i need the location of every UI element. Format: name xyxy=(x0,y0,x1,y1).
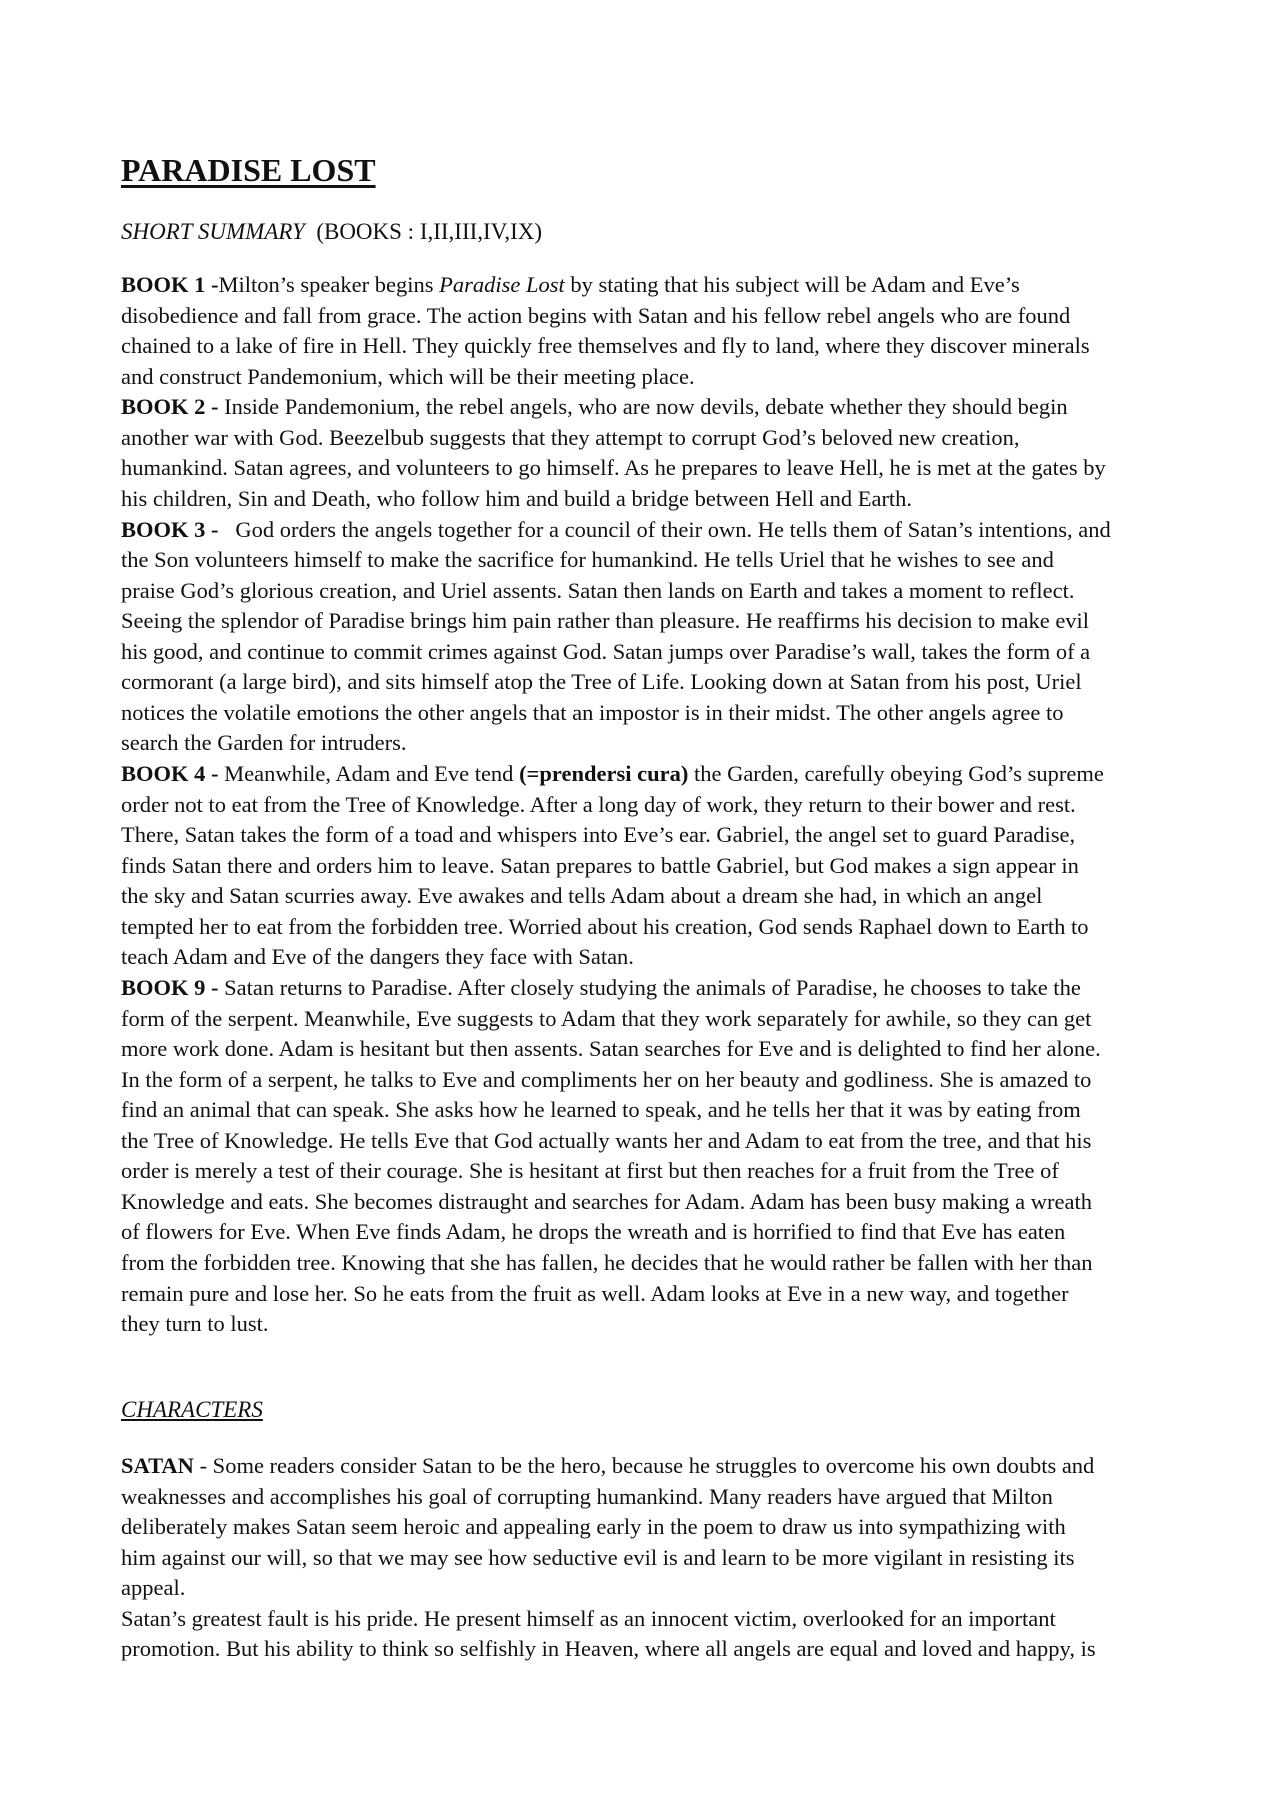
characters-heading: CHARACTERS xyxy=(121,1397,263,1422)
text-line: weaknesses and accomplishes his goal of corrupting humankind. Many readers have argued that Milton xyxy=(121,1483,1053,1509)
text-span: Satan returns to Paradise. After closely studying the animals of Paradise, he chooses to take the xyxy=(224,974,1081,1000)
text-line: his good, and continue to commit crimes against God. Satan jumps over Paradise’s wall, takes the form of a xyxy=(121,638,1091,664)
text-line xyxy=(121,392,1181,423)
text-span: Milton’s speaker begins xyxy=(218,272,440,297)
text-line: form of the serpent. Meanwhile, Eve suggests to Adam that they work separately for awhile, so they can get xyxy=(121,1005,1092,1031)
bold-text: BOOK 4 - xyxy=(121,761,225,786)
text-span: - Some readers consider Satan to be the hero, because he struggles to overcome his own doubts and xyxy=(193,1453,1095,1478)
text-line: teach Adam and Eve of the dangers they face with Satan. xyxy=(121,944,634,970)
text-line: deliberately makes Satan seem heroic and appealing early in the poem to draw us into sympathizing with xyxy=(121,1514,1066,1540)
text-line: him against our will, so that we may see how seductive evil is and learn to be more vigilant in resisting its xyxy=(121,1544,1075,1570)
text-line xyxy=(121,759,1181,790)
text-span: God orders the angels together for a council of their own. He tells them of Satan’s intentions, and xyxy=(224,516,1111,542)
subtitle-italic: SHORT SUMMARY xyxy=(121,219,305,244)
text-line: find an animal that can speak. She asks how he learned to speak, and he tells her that it was by eating from xyxy=(121,1097,1081,1123)
text-line: the Son volunteers himself to make the sacrifice for humankind. He tells Uriel that he wishes to see and xyxy=(121,547,1054,573)
text-line: cormorant (a large bird), and sits himself atop the Tree of Life. Looking down at Satan from his post, Uriel xyxy=(121,669,1082,695)
text-line: promotion. But his ability to think so selfishly in Heaven, where all angels are equal and loved and happy, is xyxy=(121,1636,1096,1662)
text-line: search the Garden for intruders. xyxy=(121,730,407,756)
text-line: Knowledge and eats. She becomes distraught and searches for Adam. Adam has been busy making a wreath xyxy=(121,1188,1092,1214)
text-line: There, Satan takes the form of a toad and whispers into Eve’s ear. Gabriel, the angel set to guard Paradise, xyxy=(121,822,1076,848)
text-span: the Garden, carefully obeying God’s supreme xyxy=(688,761,1104,786)
bold-text: BOOK 2 - xyxy=(121,394,225,420)
bold-text: BOOK 3 - xyxy=(121,516,225,542)
bold-text: BOOK 1 - xyxy=(121,272,219,297)
text-line: and construct Pandemonium, which will be their meeting place. xyxy=(121,363,695,389)
text-line xyxy=(121,973,1181,1004)
text-line: the Tree of Knowledge. He tells Eve that God actually wants her and Adam to eat from the tree, and that his xyxy=(121,1127,1092,1153)
text-line: his children, Sin and Death, who follow him and build a bridge between Hell and Earth. xyxy=(121,485,913,511)
bold-text: BOOK 9 - xyxy=(121,974,225,1000)
text-line: order is merely a test of their courage. She is hesitant at first but then reaches for a fruit from the Tree of xyxy=(121,1158,1059,1184)
text-line: more work done. Adam is hesitant but then assents. Satan searches for Eve and is delighted to find her alone. xyxy=(121,1036,1101,1062)
text-line: remain pure and lose her. So he eats from the fruit as well. Adam looks at Eve in a new way, and together xyxy=(121,1280,1069,1306)
text-line xyxy=(121,270,1181,301)
text-line: another war with God. Beezelbub suggests that they attempt to corrupt God’s beloved new creation, xyxy=(121,424,1020,450)
text-line: tempted her to eat from the forbidden tree. Worried about his creation, God sends Raphael down to Earth to xyxy=(121,913,1089,939)
text-line xyxy=(121,1451,1181,1482)
text-line: In the form of a serpent, he talks to Eve and compliments her on her beauty and godliness. She is amazed to xyxy=(121,1066,1092,1092)
bold-text: SATAN xyxy=(121,1453,194,1478)
text-line: Seeing the splendor of Paradise brings him pain rather than pleasure. He reaffirms his decision to make evil xyxy=(121,608,1090,634)
text-line: disobedience and fall from grace. The action begins with Satan and his fellow rebel angels who are found xyxy=(121,302,1071,328)
characters-text xyxy=(121,1451,1181,1665)
summary-text xyxy=(121,270,1181,1340)
text-line: praise God’s glorious creation, and Uriel assents. Satan then lands on Earth and takes a moment to reflect. xyxy=(121,577,1075,603)
text-line: appeal. xyxy=(121,1575,186,1601)
bold-text: (=prendersi cura) xyxy=(519,761,689,786)
subtitle-books: (BOOKS : I,II,III,IV,IX) xyxy=(304,219,543,244)
document-title: PARADISE LOST xyxy=(121,152,376,188)
document-subtitle xyxy=(121,219,542,245)
text-span: Inside Pandemonium, the rebel angels, who are now devils, debate whether they should begin xyxy=(224,394,1068,420)
text-line: of flowers for Eve. When Eve finds Adam, he drops the wreath and is horrified to find that Eve has eaten xyxy=(121,1219,1066,1245)
text-span: Meanwhile, Adam and Eve tend xyxy=(224,761,520,786)
text-line: notices the volatile emotions the other angels that an impostor is in their midst. The other angels agree to xyxy=(121,699,1064,725)
text-span: by stating that his subject will be Adam and Eve’s xyxy=(564,272,1020,297)
text-line: from the forbidden tree. Knowing that she has fallen, he decides that he would rather be fallen with her than xyxy=(121,1250,1093,1275)
text-line: finds Satan there and orders him to leave. Satan prepares to battle Gabriel, but God makes a sign appear in xyxy=(121,852,1079,878)
text-line: they turn to lust. xyxy=(121,1311,269,1337)
italic-text: Paradise Lost xyxy=(439,272,565,297)
text-line: the sky and Satan scurries away. Eve awakes and tells Adam about a dream she had, in which an angel xyxy=(121,883,1043,909)
text-line: order not to eat from the Tree of Knowledge. After a long day of work, they return to their bower and rest. xyxy=(121,791,1076,817)
text-line: chained to a lake of fire in Hell. They quickly free themselves and fly to land, where they discover minerals xyxy=(121,333,1090,359)
text-line: humankind. Satan agrees, and volunteers to go himself. As he prepares to leave Hell, he is met at the gates by xyxy=(121,455,1106,481)
text-line xyxy=(121,515,1181,546)
text-line: Satan’s greatest fault is his pride. He present himself as an innocent victim, overlooked for an important xyxy=(121,1605,1056,1631)
